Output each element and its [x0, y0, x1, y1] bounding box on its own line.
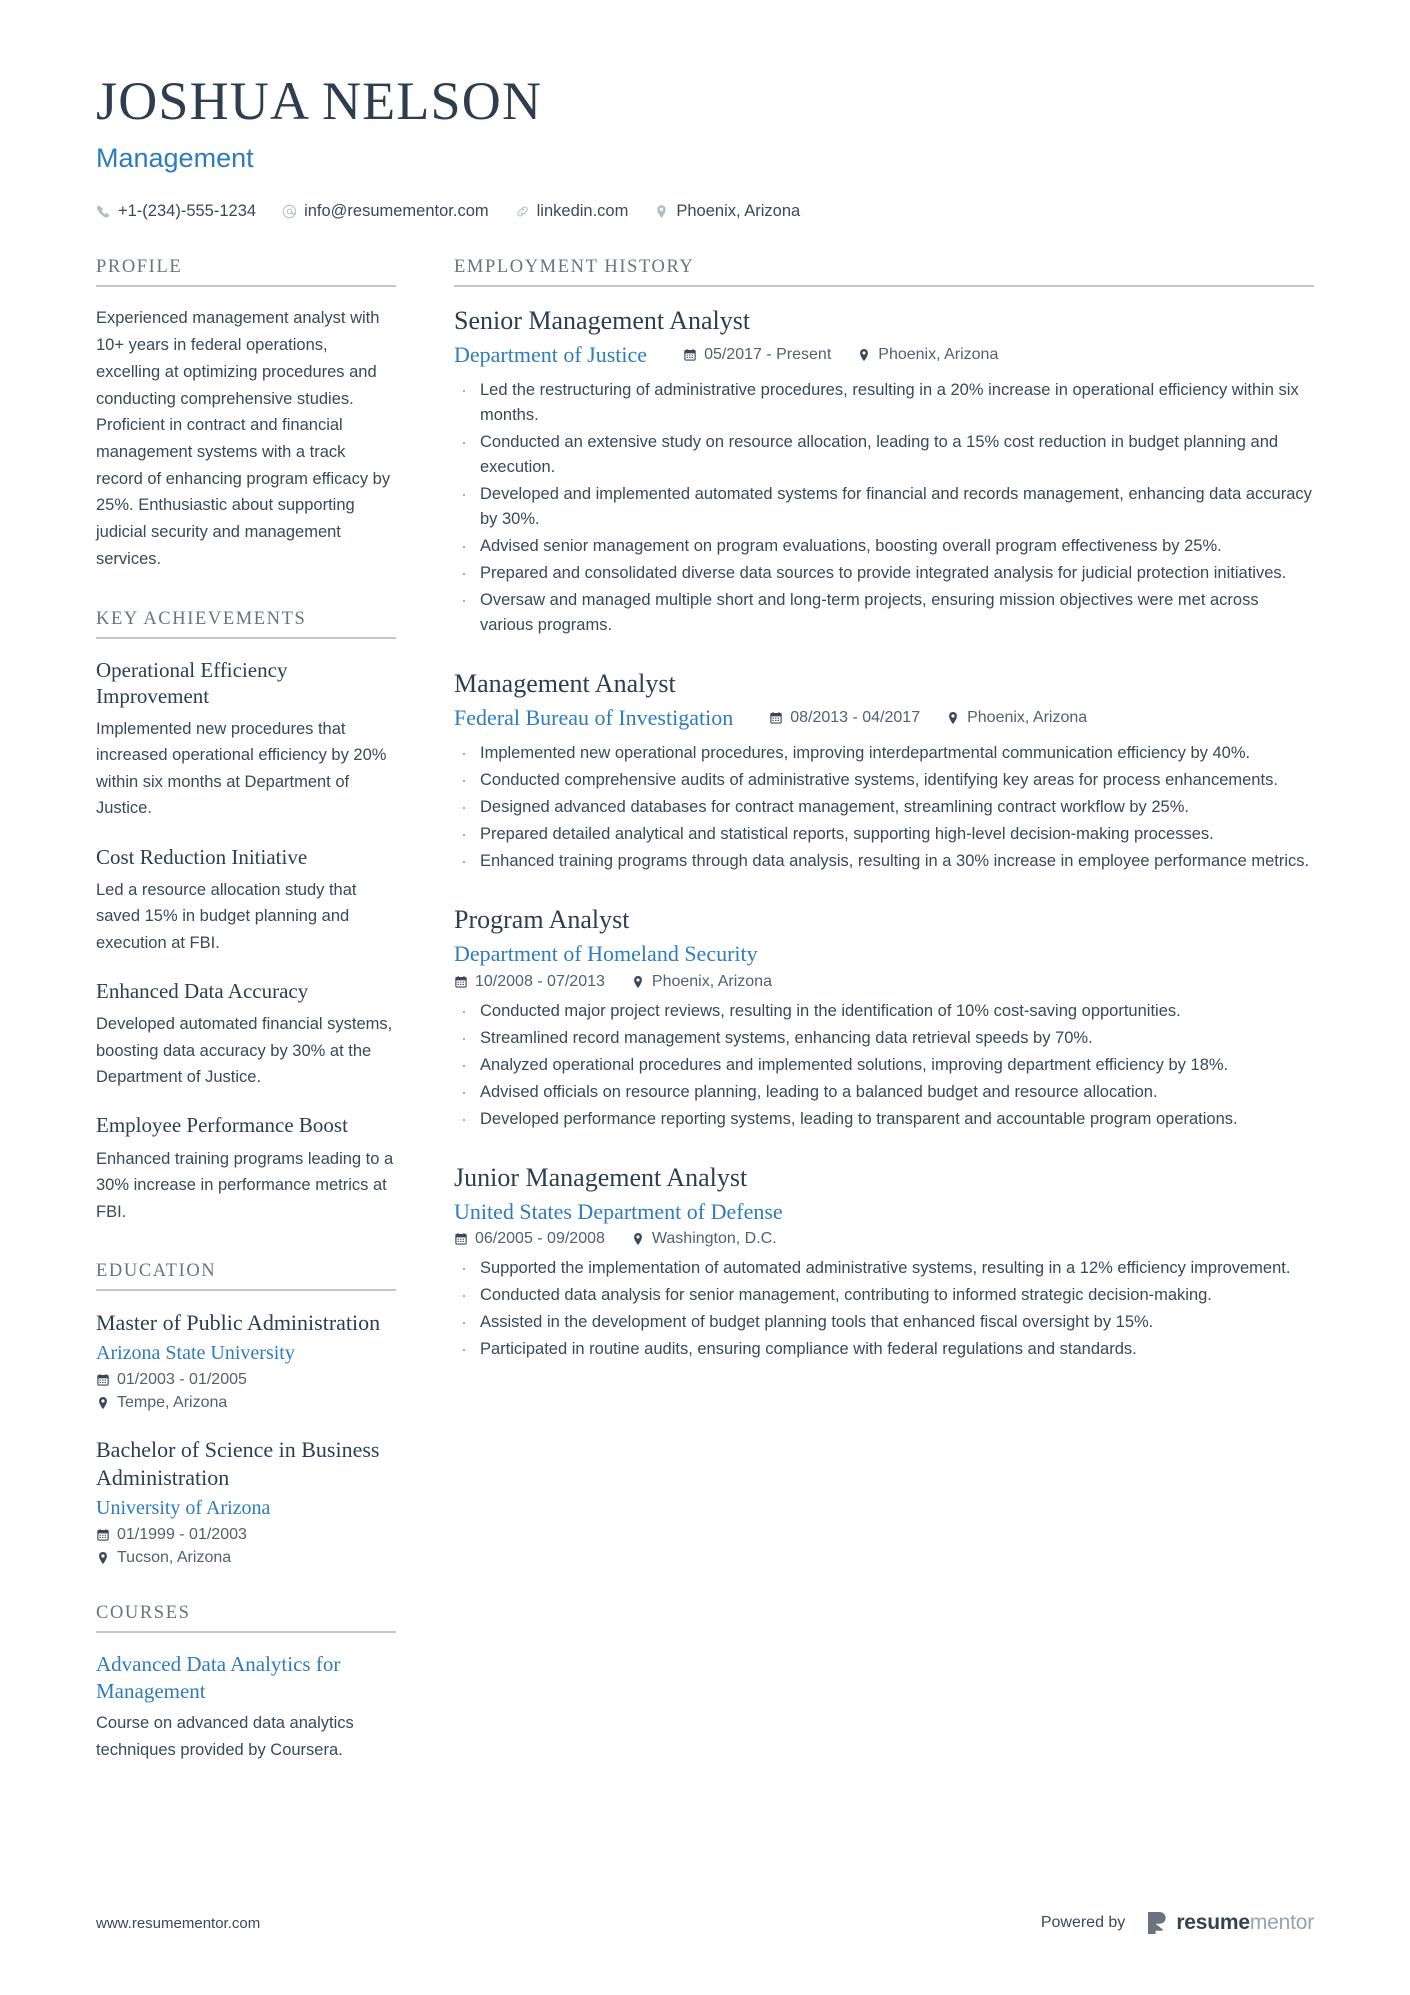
phone-icon [96, 204, 111, 219]
achievement-item [96, 657, 396, 822]
education-school[interactable]: University of Arizona [96, 1497, 271, 1520]
job-location-text: Washington, D.C. [651, 1230, 777, 1248]
education-dates [96, 1371, 396, 1389]
calendar-icon [683, 348, 697, 362]
job-company[interactable]: United States Department of Defense [454, 1198, 783, 1224]
job-bullet: · Analyzed operational procedures and implemented solutions, improving department efficiency by 18%. [454, 1053, 1314, 1078]
email-icon [282, 204, 297, 219]
left-column [96, 257, 396, 1799]
job-meta [454, 973, 1314, 991]
contact-phone-text: +1-(234)-555-1234 [118, 202, 257, 221]
section-heading-education: EDUCATION [96, 1261, 396, 1291]
job-bullet: · Conducted data analysis for senior management, contributing to informed strategic decision-making. [454, 1283, 1314, 1308]
resume-footer [96, 1911, 1314, 1935]
job-bullet: · Implemented new operational procedures, improving interdepartmental communication efficiency by 40%. [454, 741, 1314, 766]
profile-text: Experienced management analyst with 10+ years in federal operations, excelling at optimizing procedures and conducting comprehensive studies. Proficient in contract and financial management systems with a track record of enhancing program efficacy by 25%. Enthusiastic about supporting judicial security and management services. [96, 309, 391, 568]
job-dates-text: 06/2005 - 09/2008 [475, 1230, 605, 1248]
job-location-text: Phoenix, Arizona [967, 709, 1088, 727]
job-location [631, 1230, 777, 1248]
job-entry [454, 668, 1314, 874]
education-location-text: Tucson, Arizona [117, 1549, 232, 1567]
education-degree: Master of Public Administration [96, 1309, 381, 1335]
job-bullet: · Developed performance reporting systems, leading to transparent and accountable program operations. [454, 1107, 1314, 1132]
contact-location-text: Phoenix, Arizona [676, 202, 801, 221]
resume-body [0, 221, 1410, 1799]
right-column [454, 257, 1314, 1398]
location-icon [96, 1396, 110, 1410]
education-degree: Bachelor of Science in Business Administration [96, 1437, 380, 1490]
achievement-description: Developed automated financial systems, boosting data accuracy by 30% at the Department of Justice. [96, 1015, 393, 1087]
education-location-text: Tempe, Arizona [117, 1394, 228, 1412]
job-bullet: · Conducted major project reviews, resulting in the identification of 10% cost-saving opportunities. [454, 999, 1314, 1024]
brand-name-light: mentor [1249, 1911, 1314, 1934]
courses-list [96, 1651, 396, 1763]
job-bullet: · Conducted comprehensive audits of administrative systems, identifying key areas for process enhancements. [454, 768, 1314, 793]
job-dates [683, 346, 831, 364]
achievement-description: Enhanced training programs leading to a 30% increase in performance metrics at FBI. [96, 1149, 394, 1221]
job-entry [454, 904, 1314, 1132]
section-education [96, 1261, 396, 1568]
job-dates-text: 08/2013 - 04/2017 [790, 709, 921, 727]
job-location-text: Phoenix, Arizona [878, 346, 999, 364]
footer-url: www.resumementor.com [96, 1914, 261, 1932]
achievement-item [96, 844, 396, 956]
job-location [631, 973, 772, 991]
location-icon [654, 204, 669, 219]
education-school[interactable]: Arizona State University [96, 1342, 295, 1365]
job-bullet: · Developed and implemented automated systems for financial and records management, enhancing data accuracy by 30%. [454, 482, 1314, 532]
contact-row [96, 202, 1314, 221]
job-bullet-list [454, 741, 1314, 874]
professional-title: Management [96, 143, 254, 174]
job-bullet: · Advised senior management on program evaluations, boosting overall program effectiveness by 25%. [454, 534, 1314, 559]
section-heading-courses: COURSES [96, 1603, 396, 1633]
bookmark-icon [1147, 1911, 1167, 1935]
job-bullet: · Streamlined record management systems, enhancing data retrieval speeds by 70%. [454, 1026, 1314, 1051]
job-bullet: · Supported the implementation of automated administrative systems, resulting in a 12% efficiency improvement. [454, 1256, 1314, 1281]
section-heading-achievements: KEY ACHIEVEMENTS [96, 609, 396, 639]
job-bullet: · Prepared detailed analytical and statistical reports, supporting high-level decision-making processes. [454, 822, 1314, 847]
resumementor-logo [1147, 1911, 1314, 1935]
job-dates-text: 05/2017 - Present [704, 346, 832, 364]
job-role: Management Analyst [454, 669, 676, 699]
education-location [96, 1394, 396, 1412]
job-company[interactable]: Federal Bureau of Investigation [454, 705, 734, 731]
education-dates [96, 1526, 396, 1544]
education-item [96, 1309, 396, 1413]
job-company[interactable]: Department of Justice [454, 342, 648, 368]
section-profile [96, 257, 396, 572]
contact-location [654, 202, 800, 221]
job-bullet: · Participated in routine audits, ensuring compliance with federal regulations and standards. [454, 1337, 1314, 1362]
calendar-icon [96, 1373, 110, 1387]
course-description: Course on advanced data analytics techniques provided by Coursera. [96, 1714, 354, 1759]
job-location [946, 709, 1087, 727]
calendar-icon [769, 711, 783, 725]
education-dates-text: 01/2003 - 01/2005 [117, 1371, 247, 1389]
job-role: Junior Management Analyst [454, 1162, 748, 1192]
job-entry [454, 305, 1314, 638]
contact-linkedin-text: linkedin.com [536, 202, 629, 221]
brand-name-bold: resume [1176, 1911, 1250, 1934]
education-dates-text: 01/1999 - 01/2003 [117, 1526, 247, 1544]
section-key-achievements [96, 609, 396, 1225]
calendar-icon [96, 1528, 110, 1542]
education-list [96, 1309, 396, 1568]
contact-email-text: info@resumementor.com [304, 202, 489, 221]
course-item [96, 1651, 396, 1763]
section-employment-history [454, 257, 1314, 1362]
contact-phone [96, 202, 256, 221]
location-icon [946, 711, 960, 725]
powered-by-label: Powered by [1040, 1914, 1126, 1931]
employment-list [454, 305, 1314, 1362]
calendar-icon [454, 1232, 468, 1246]
calendar-icon [454, 975, 468, 989]
job-bullet: · Oversaw and managed multiple short and long-term projects, ensuring mission objectives were met across various programs. [454, 588, 1314, 638]
job-company[interactable]: Department of Homeland Security [454, 940, 758, 966]
contact-linkedin [515, 202, 629, 221]
job-bullet: · Prepared and consolidated diverse data sources to provide integrated analysis for judicial protection initiatives. [454, 561, 1314, 586]
achievement-title: Operational Efficiency Improvement [96, 657, 288, 708]
job-role: Program Analyst [454, 905, 630, 935]
section-heading-employment: EMPLOYMENT HISTORY [454, 257, 1314, 287]
job-header [454, 704, 1314, 733]
job-entry [454, 1162, 1314, 1363]
achievement-title: Employee Performance Boost [96, 1113, 348, 1138]
location-icon [631, 975, 645, 989]
achievements-list [96, 657, 396, 1225]
job-dates-text: 10/2008 - 07/2013 [475, 972, 605, 990]
job-meta [683, 346, 998, 364]
job-meta [769, 709, 1087, 727]
achievement-title: Enhanced Data Accuracy [96, 979, 309, 1004]
job-bullet: · Assisted in the development of budget planning tools that enhanced fiscal oversight by 15%. [454, 1310, 1314, 1335]
job-dates [454, 1230, 605, 1248]
job-bullet-list [454, 378, 1314, 639]
location-icon [96, 1551, 110, 1565]
job-bullet: · Enhanced training programs through data analysis, resulting in a 30% increase in employee performance metrics. [454, 849, 1314, 874]
education-item [96, 1436, 396, 1567]
job-header [454, 341, 1314, 370]
job-dates [454, 973, 605, 991]
location-icon [857, 348, 871, 362]
brand-wordmark [1176, 1911, 1314, 1935]
achievement-description: Implemented new procedures that increased operational efficiency by 20% within six months at Department of Justice. [96, 720, 387, 818]
job-header [454, 1198, 1314, 1249]
page-title: JOSHUA NELSON [96, 71, 543, 131]
location-icon [631, 1232, 645, 1246]
job-bullet-list [454, 1256, 1314, 1362]
section-heading-profile: PROFILE [96, 257, 396, 287]
footer-branding [1041, 1911, 1314, 1935]
section-courses [96, 1603, 396, 1763]
job-bullet: · Advised officials on resource planning, leading to a balanced budget and resource allocation. [454, 1080, 1314, 1105]
job-bullet: · Designed advanced databases for contract management, streamlining contract workflow by 25%. [454, 795, 1314, 820]
job-role: Senior Management Analyst [454, 306, 751, 336]
job-location [857, 346, 998, 364]
job-meta [454, 1230, 1314, 1248]
education-location [96, 1549, 396, 1567]
job-bullet: · Conducted an extensive study on resource allocation, leading to a 15% cost reduction in budget planning and execution. [454, 430, 1314, 480]
achievement-description: Led a resource allocation study that saved 15% in budget planning and execution at FBI. [96, 880, 357, 952]
achievement-item [96, 1112, 396, 1224]
job-bullet-list [454, 999, 1314, 1132]
contact-email [282, 202, 489, 221]
job-dates [769, 709, 920, 727]
job-location-text: Phoenix, Arizona [651, 972, 772, 990]
job-header [454, 940, 1314, 991]
course-title[interactable]: Advanced Data Analytics for Management [96, 1652, 341, 1703]
achievement-item [96, 978, 396, 1090]
link-icon [515, 204, 530, 219]
achievement-title: Cost Reduction Initiative [96, 844, 308, 869]
resume-header [0, 0, 1410, 221]
job-bullet: · Led the restructuring of administrative procedures, resulting in a 20% increase in operational efficiency within six months. [454, 378, 1314, 428]
